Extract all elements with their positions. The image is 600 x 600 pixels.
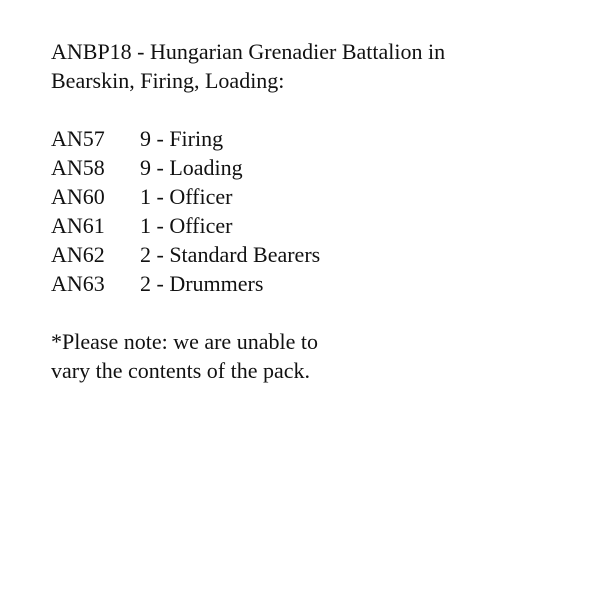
pack-title — [51, 37, 571, 95]
item-code: AN60 — [51, 184, 105, 209]
list-item — [51, 240, 571, 269]
item-description: 1 - Officer — [140, 213, 233, 238]
item-code: AN63 — [51, 271, 105, 296]
item-description: 2 - Standard Bearers — [140, 242, 321, 267]
item-code: AN58 — [51, 155, 105, 180]
pack-title-line-2: Bearskin, Firing, Loading: — [51, 68, 285, 93]
pack-title-line-1: ANBP18 - Hungarian Grenadier Battalion in — [51, 39, 446, 64]
pack-contents-list — [51, 124, 571, 298]
pack-note-line-1: *Please note: we are unable to — [51, 329, 318, 354]
item-code: AN61 — [51, 213, 105, 238]
list-item — [51, 124, 571, 153]
item-code: AN57 — [51, 126, 105, 151]
item-description: 9 - Firing — [140, 126, 224, 151]
pack-note — [51, 327, 571, 385]
list-item — [51, 211, 571, 240]
item-code: AN62 — [51, 242, 105, 267]
item-description: 2 - Drummers — [140, 271, 264, 296]
pack-note-line-2: vary the contents of the pack. — [51, 358, 311, 383]
list-item — [51, 182, 571, 211]
list-item — [51, 269, 571, 298]
pack-document — [51, 37, 571, 385]
item-description: 9 - Loading — [140, 155, 243, 180]
list-item — [51, 153, 571, 182]
item-description: 1 - Officer — [140, 184, 233, 209]
